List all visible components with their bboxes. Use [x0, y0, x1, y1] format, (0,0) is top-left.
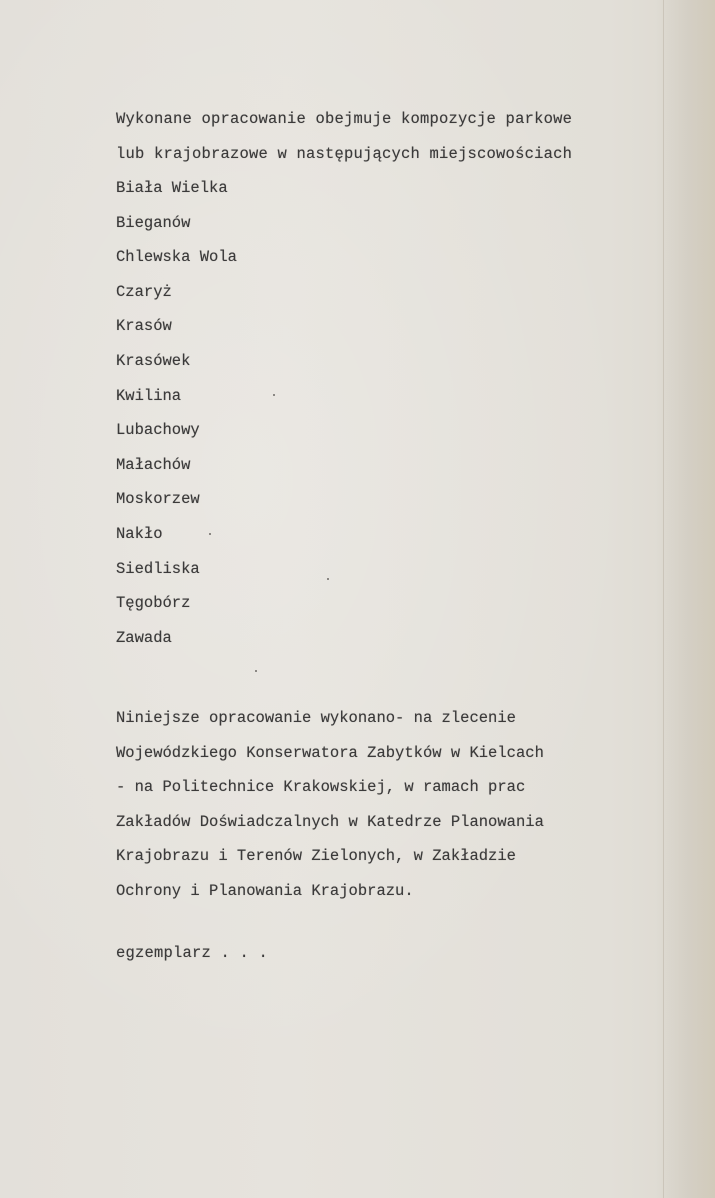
page-edge-shadow [655, 0, 715, 1198]
note-line: Krajobrazu i Terenów Zielonych, w Zakładzie [116, 847, 516, 866]
paper-speck [273, 394, 275, 396]
page-fold-line [663, 0, 664, 1198]
place-list-item: Krasów [116, 317, 172, 336]
place-list-item: Bieganów [116, 213, 191, 232]
copy-label: egzemplarz . . . [116, 944, 269, 962]
note-line: Niniejsze opracowanie wykonano- na zlecenie [116, 709, 516, 727]
place-list-item: Biała Wielka [116, 179, 228, 197]
place-list-item: Tęgobórz [116, 594, 191, 613]
intro-line-2: lub krajobrazowe w następujących miejscowościach [116, 145, 573, 163]
place-list-item: Krasówek [116, 351, 191, 370]
note-line: Ochrony i Planowania Krajobrazu. [116, 881, 414, 900]
place-list-item: Siedliska [116, 559, 200, 578]
note-line: - na Politechnice Krakowskiej, w ramach prac [116, 778, 526, 797]
paper-speck [327, 578, 329, 580]
note-line: Wojewódzkiego Konserwatora Zabytków w Kielcach [116, 743, 544, 762]
place-list-item: Nakło [116, 524, 163, 543]
place-list-item: Czaryż [116, 282, 172, 301]
intro-line-1: Wykonane opracowanie obejmuje kompozycje parkowe [116, 110, 573, 128]
paper-speck [255, 670, 257, 672]
place-list-item: Lubachowy [116, 421, 200, 440]
place-list-item: Kwilina [116, 386, 182, 405]
place-list-item: Małachów [116, 455, 191, 474]
place-list [116, 178, 237, 662]
commission-note [116, 708, 544, 916]
place-list-item: Chlewska Wola [116, 248, 237, 267]
place-list-item: Moskorzew [116, 490, 200, 509]
paper-speck [209, 533, 211, 535]
note-line: Zakładów Doświadczalnych w Katedrze Planowania [116, 812, 544, 831]
place-list-item: Zawada [116, 628, 172, 647]
